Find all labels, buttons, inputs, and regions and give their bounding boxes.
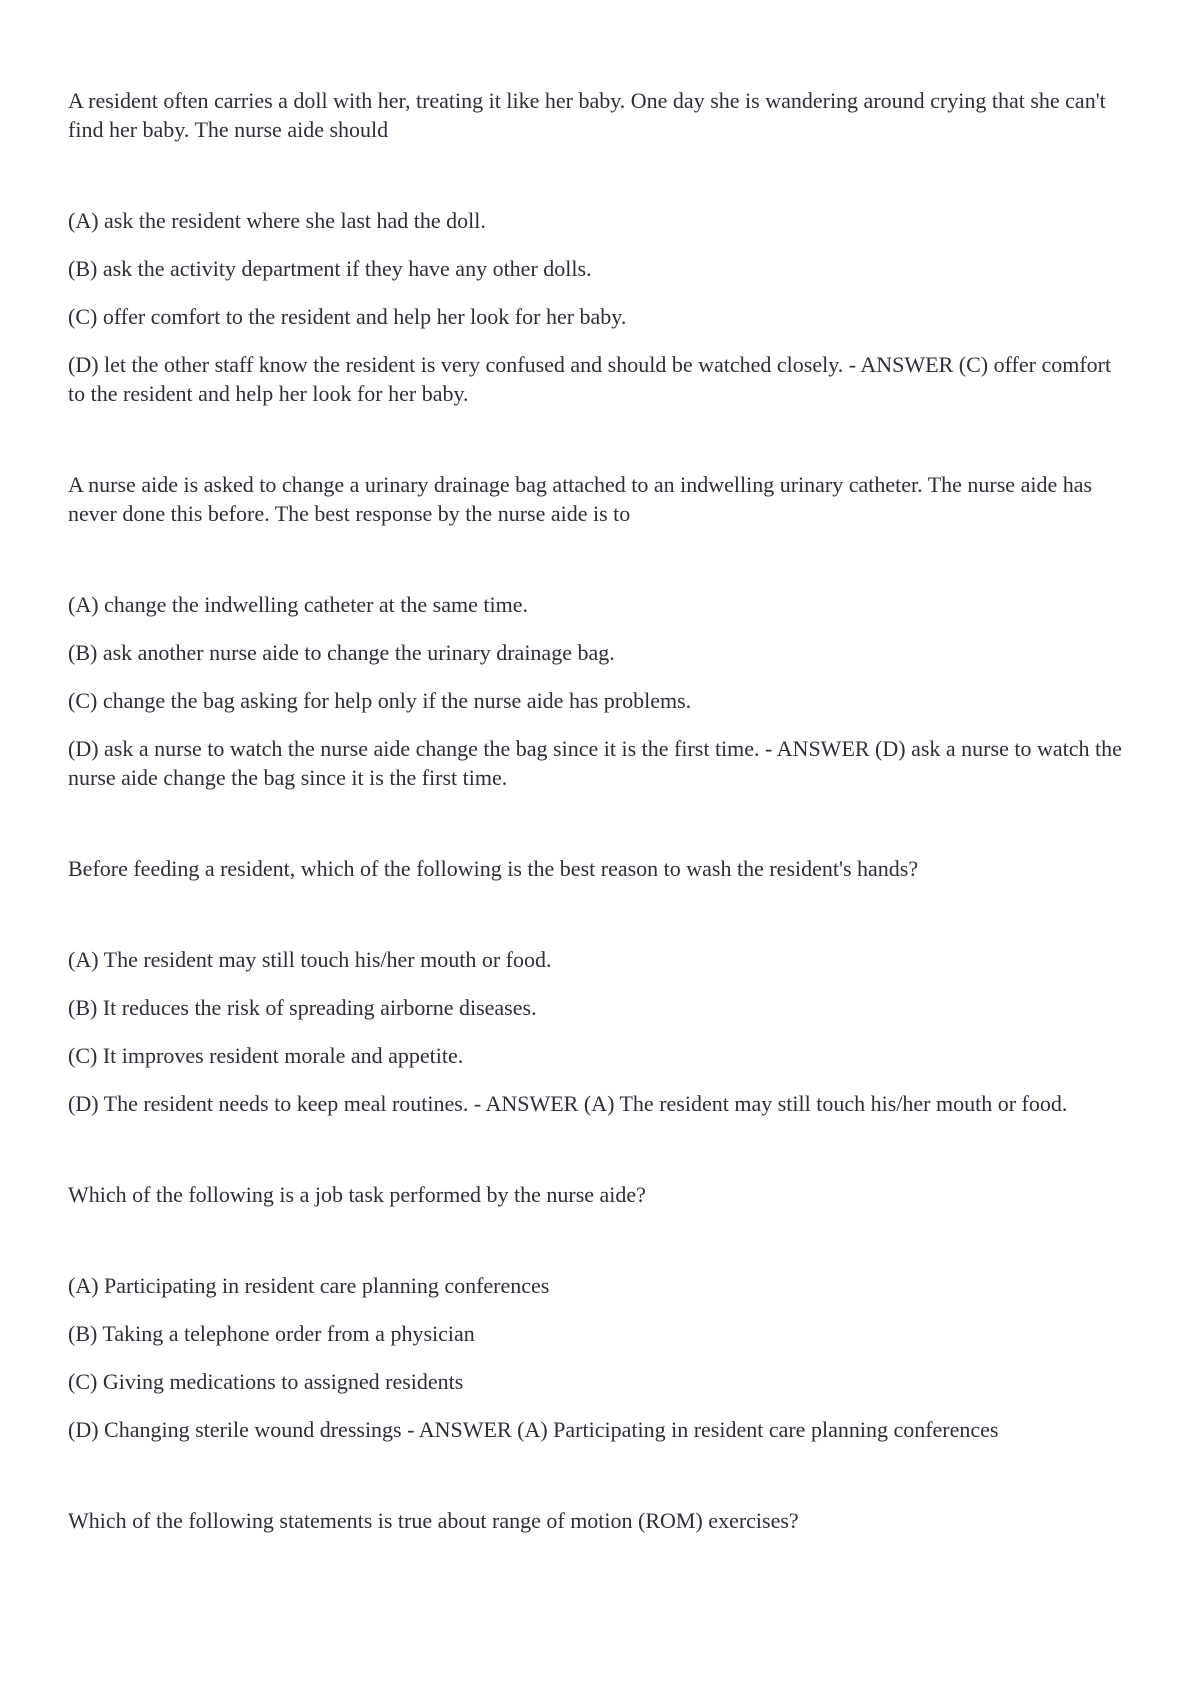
answer-option-with-answer: (D) let the other staff know the resident is very confused and should be watched closely. - ANSWER (C) offer comfort to the resident and help her look for her baby. — [68, 352, 1112, 406]
answer-option: (B) ask another nurse aide to change the urinary drainage bag. — [68, 640, 615, 665]
answer-option: (B) ask the activity department if they have any other dolls. — [68, 256, 592, 281]
question-block — [68, 1506, 1128, 1535]
answer-option: (B) Taking a telephone order from a physician — [68, 1321, 475, 1346]
answer-option: (A) ask the resident where she last had the doll. — [68, 208, 486, 233]
question-text: Which of the following statements is true about range of motion (ROM) exercises? — [68, 1508, 799, 1533]
answer-option: (C) It improves resident morale and appetite. — [68, 1043, 464, 1068]
question-block — [68, 86, 1128, 408]
question-list — [68, 86, 1128, 1597]
answer-option: (A) The resident may still touch his/her mouth or food. — [68, 947, 552, 972]
question-text: Before feeding a resident, which of the following is the best reason to wash the resident's hands? — [68, 856, 919, 881]
answer-option-with-answer: (D) Changing sterile wound dressings - ANSWER (A) Participating in resident care planning conferences — [68, 1417, 999, 1442]
question-block — [68, 1180, 1128, 1444]
answer-option: (A) Participating in resident care planning conferences — [68, 1273, 550, 1298]
answer-option: (C) offer comfort to the resident and help her look for her baby. — [68, 304, 627, 329]
answer-option: (A) change the indwelling catheter at the same time. — [68, 592, 528, 617]
question-text: Which of the following is a job task performed by the nurse aide? — [68, 1182, 646, 1207]
answer-option: (B) It reduces the risk of spreading airborne diseases. — [68, 995, 537, 1020]
question-text: A resident often carries a doll with her, treating it like her baby. One day she is wandering around crying that she can't find her baby. The nurse aide should — [68, 88, 1106, 142]
answer-option-with-answer: (D) ask a nurse to watch the nurse aide change the bag since it is the first time. - ANSWER (D) ask a nurse to watch the nurse aide change the bag since it is the first time. — [68, 736, 1122, 790]
question-block — [68, 470, 1128, 792]
question-text: A nurse aide is asked to change a urinary drainage bag attached to an indwelling urinary catheter. The nurse aide has never done this before. The best response by the nurse aide is to — [68, 472, 1093, 526]
answer-option-with-answer: (D) The resident needs to keep meal routines. - ANSWER (A) The resident may still touch his/her mouth or food. — [68, 1091, 1068, 1116]
answer-option: (C) change the bag asking for help only if the nurse aide has problems. — [68, 688, 692, 713]
question-block — [68, 854, 1128, 1118]
answer-option: (C) Giving medications to assigned residents — [68, 1369, 464, 1394]
